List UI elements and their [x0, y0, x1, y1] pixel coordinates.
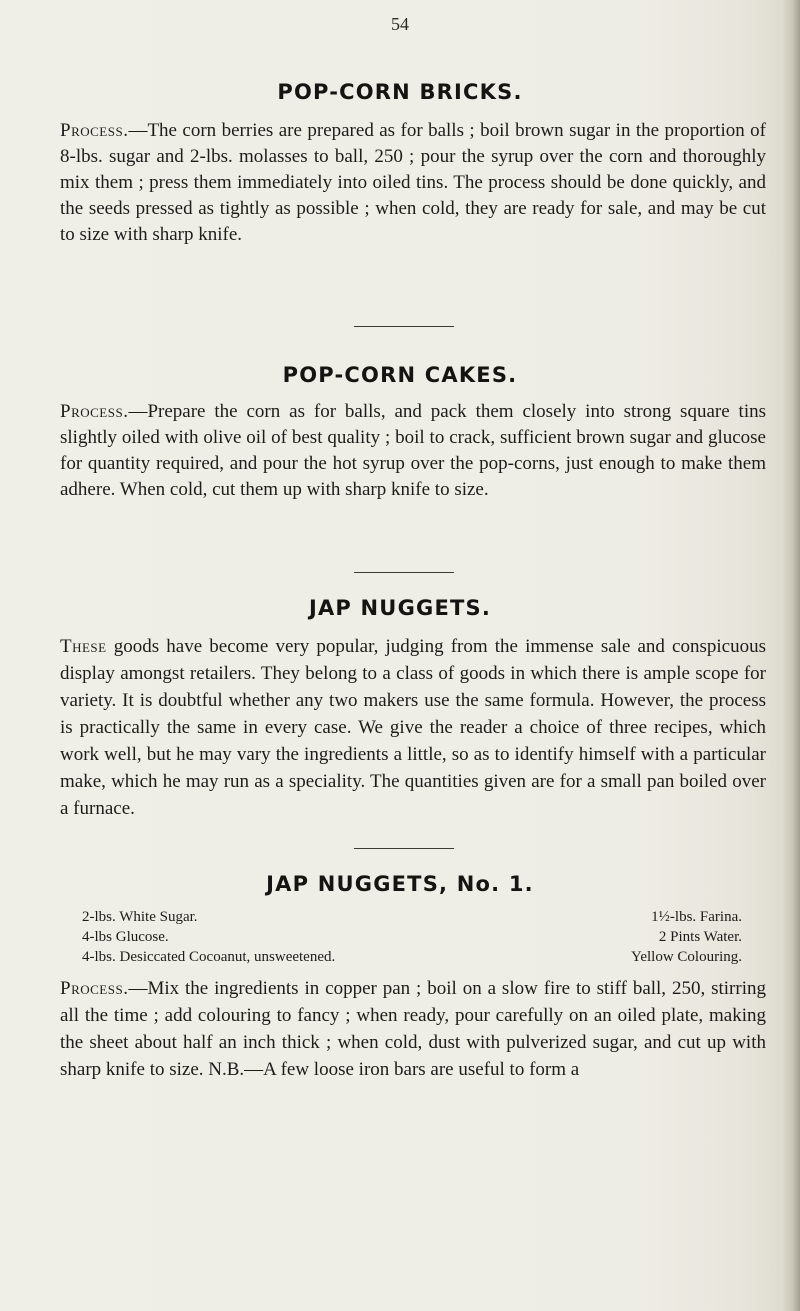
section-divider [354, 572, 454, 573]
section-paragraph-jap-nuggets [60, 633, 766, 822]
paragraph-lead: Process. [60, 120, 129, 141]
ingredient-item: 4-lbs. Desiccated Cocoanut, unsweetened. [82, 949, 336, 965]
section-heading-jap-nuggets: JAP NUGGETS. [308, 596, 492, 620]
ingredient-item: 2 Pints Water. [658, 929, 742, 945]
paragraph-body: goods have become very popular, judging from the immense sale and conspicuous display amongst retailers. They belong to a class of goods in which there is ample scope for variety. It is doubtful whether any two makers use the same formula. However, the process is practically the same in every case. We give the reader a choice of three recipes, which work well, but he may vary the ingredients a little, so as to identify himself with a particular make, which he may run as a speciality. The quantities given are for a small pan boiled over a furnace. [60, 636, 766, 819]
paragraph-lead: Process. [60, 978, 129, 999]
section-paragraph-popcorn-cakes [60, 399, 766, 503]
section-divider [354, 848, 454, 849]
page-number: 54 [391, 14, 409, 34]
section-heading-popcorn-bricks: POP-CORN BRICKS. [277, 80, 523, 104]
ingredient-item: 2-lbs. White Sugar. [82, 909, 198, 925]
ingredient-item: 1½-lbs. Farina. [651, 909, 742, 925]
ingredient-item: 4-lbs Glucose. [82, 929, 169, 945]
section-paragraph-popcorn-bricks [60, 118, 766, 248]
paragraph-body: —The corn berries are prepared as for balls ; boil brown sugar in the proportion of 8-lbs. sugar and 2-lbs. molasses to ball, 250 ; pour the syrup over the corn and thoroughly mix them ; press them immediately into oiled tins. The process should be done quickly, and the seeds pressed as tightly as possible ; when cold, they are ready for sale, and may be cut to size with sharp knife. [60, 120, 766, 245]
section-heading-jap-nuggets-no1: JAP NUGGETS, No. 1. [266, 872, 534, 896]
paragraph-lead: These [60, 636, 107, 657]
ingredient-row [82, 947, 742, 967]
section-heading-popcorn-cakes: POP-CORN CAKES. [282, 363, 518, 387]
page-edge-shadow [782, 0, 800, 1311]
ingredient-row [82, 907, 742, 927]
paragraph-body: —Prepare the corn as for balls, and pack them closely into strong square tins slightly oiled with olive oil of best quality ; boil to crack, sufficient brown sugar and glucose for quantity required, and pour the hot syrup over the pop-corns, just enough to make them adhere. When cold, cut them up with sharp knife to size. [60, 401, 766, 500]
paragraph-body: —Mix the ingredients in copper pan ; boil on a slow fire to stiff ball, 250, stirring all the time ; add colouring to fancy ; when ready, pour carefully on an oiled plate, making the sheet about half an inch thick ; when cold, dust with pulverized sugar, and cut up with sharp knife to size. N.B.—A few loose iron bars are useful to form a [60, 978, 766, 1080]
ingredient-item: Yellow Colouring. [631, 949, 742, 965]
section-paragraph-jap-nuggets-no1 [60, 975, 766, 1083]
ingredients-list [82, 907, 742, 967]
ingredient-row [82, 927, 742, 947]
paragraph-lead: Process. [60, 401, 129, 422]
section-divider [354, 326, 454, 327]
